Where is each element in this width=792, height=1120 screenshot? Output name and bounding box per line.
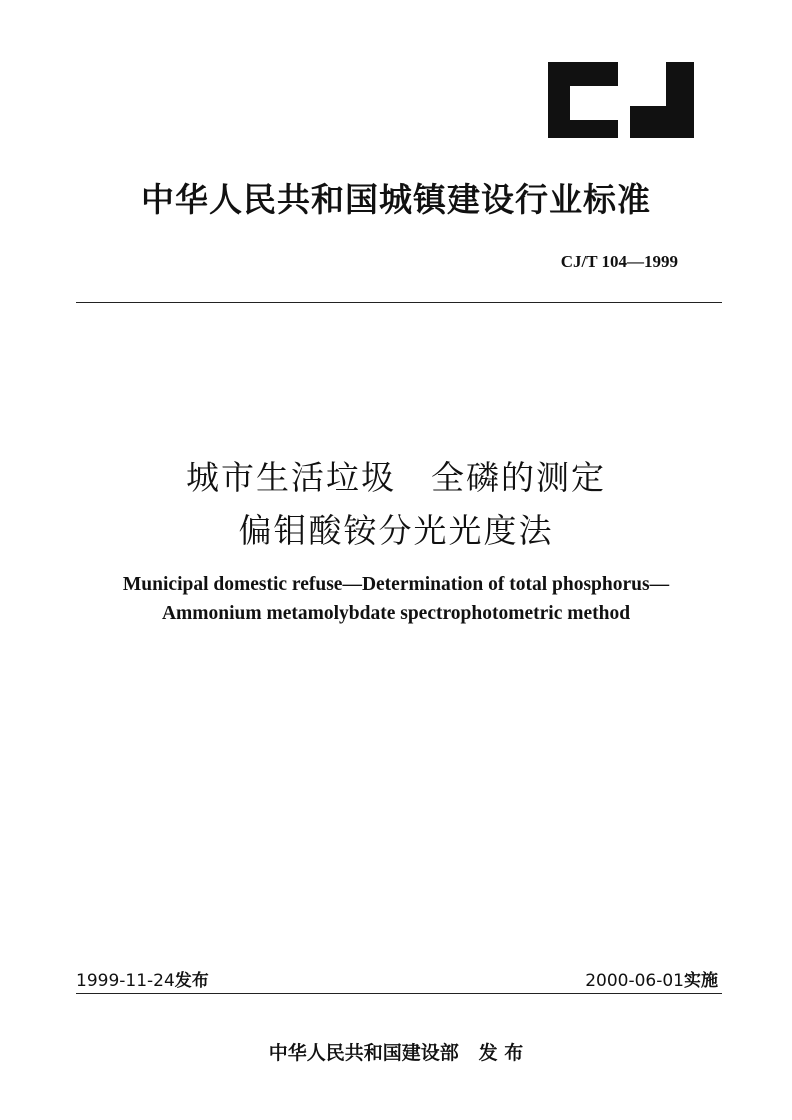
issuer-block bbox=[0, 1038, 792, 1065]
standard-code: CJ/T 104—1999 bbox=[560, 252, 678, 271]
title-en-line1: Municipal domestic refuse—Determination of total phosphorus— bbox=[122, 574, 670, 595]
issue-label: 发布 bbox=[174, 971, 209, 991]
footer-divider bbox=[76, 993, 722, 994]
header-divider bbox=[76, 302, 722, 303]
title-cn-line2: 偏钼酸铵分光光度法 bbox=[238, 511, 554, 550]
issue-date: 1999-11-24 bbox=[76, 971, 175, 991]
effective-date-block bbox=[585, 966, 718, 991]
effective-label: 实施 bbox=[684, 971, 718, 991]
title-en-line2: Ammonium metamolybdate spectrophotometric method bbox=[161, 603, 631, 624]
issue-date-block bbox=[76, 966, 209, 991]
cj-logo bbox=[544, 62, 699, 138]
issuer-action: 发 布 bbox=[478, 1042, 524, 1064]
title-cn-line1: 城市生活垃圾 全磷的测定 bbox=[186, 458, 606, 497]
org-title: 中华人民共和国城镇建设行业标准 bbox=[141, 180, 651, 219]
cj-logo-mark bbox=[544, 62, 699, 138]
issuer-name: 中华人民共和国建设部 bbox=[268, 1042, 459, 1064]
effective-date: 2000-06-01 bbox=[585, 971, 684, 991]
